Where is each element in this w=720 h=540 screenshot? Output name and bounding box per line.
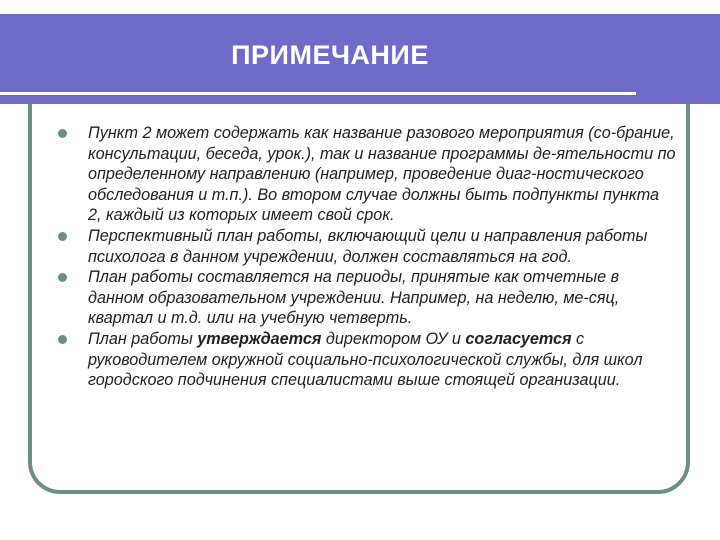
page-title: ПРИМЕЧАНИЕ [231, 40, 429, 70]
list-item [58, 329, 676, 391]
round-bullet-icon [58, 232, 67, 241]
bullet-text: Перспективный план работы, включающий цели и направления работы психолога в данном учреждении, должен составляться на год. [88, 226, 648, 266]
bullet-list [58, 123, 676, 391]
bullet-emphasis: утверждается [197, 329, 322, 348]
list-item [58, 226, 676, 267]
title-underline [0, 92, 636, 95]
bullet-text: План работы составляется на периоды, принятые как отчетные в данном образовательном учреждении. Например, на неделю, ме-сяц, квартал и т.д. или на учебную четверть. [88, 268, 620, 328]
bullet-emphasis: согласуется [465, 329, 572, 348]
bullet-text-part: План работы [88, 329, 198, 348]
list-item [58, 267, 676, 329]
list-item [58, 123, 676, 226]
bullet-text: Пункт 2 может содержать как название разового мероприятия (со-брание, консультации, беседа, урок.), так и название программы де-ятельности по определенному направлению (например, проведение диаг-ностического обследования и т.п.). Во втором случае должны быть подпункты пункта 2, каждый из которых имеет свой срок. [88, 124, 676, 225]
round-bullet-icon [58, 335, 67, 344]
bullet-text-part: с руководителем окружной социально-психологической службы, для школ городского подчинения специалистами выше стоящей организации. [88, 329, 643, 390]
bullet-text-part: директором ОУ и [321, 329, 466, 348]
round-bullet-icon [58, 129, 67, 138]
round-bullet-icon [58, 273, 67, 282]
